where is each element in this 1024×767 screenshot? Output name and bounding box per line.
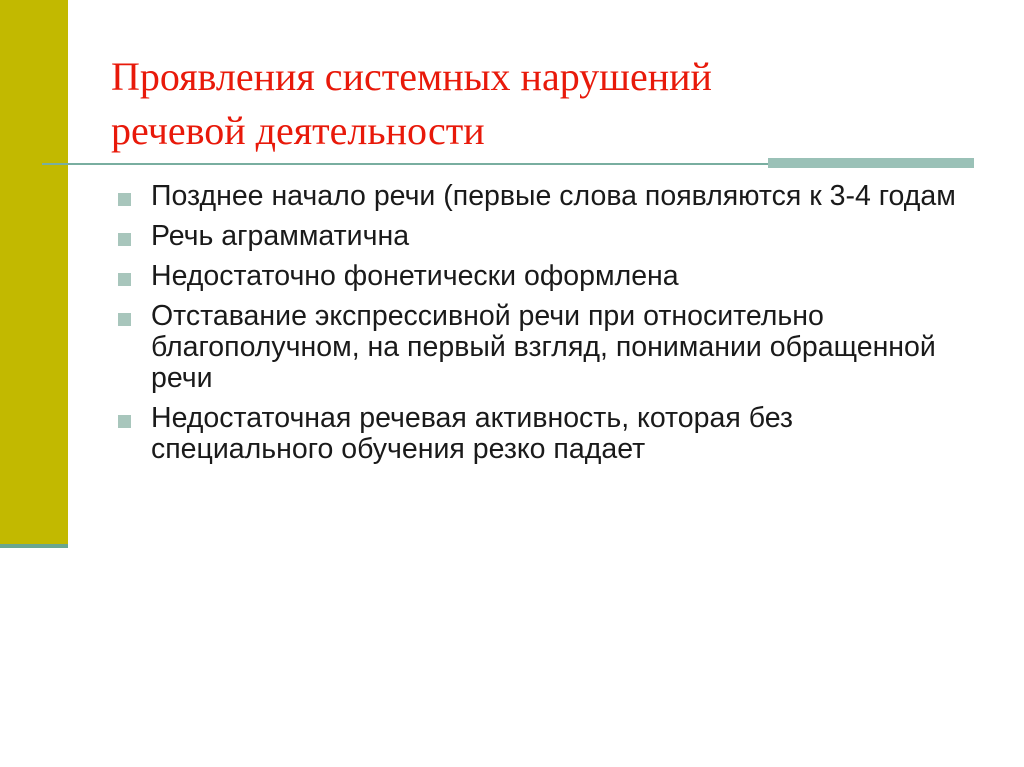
square-bullet-icon [118, 313, 131, 326]
list-item [118, 221, 978, 252]
square-bullet-icon [118, 233, 131, 246]
slide-title-line: Проявления системных нарушений [111, 54, 712, 99]
slide-title-line: речевой деятельности [111, 108, 485, 153]
bullet-text: Отставание экспрессивной речи при относительно благополучном, на первый взгляд, понимании обращенной речи [151, 300, 936, 394]
bullet-text: Позднее начало речи (первые слова появляются к 3-4 годам [151, 180, 956, 212]
side-accent-rule [0, 544, 68, 548]
bullet-list [118, 181, 978, 474]
square-bullet-icon [118, 273, 131, 286]
bullet-text: Речь аграмматична [151, 220, 410, 252]
title-divider-accent [768, 158, 974, 168]
square-bullet-icon [118, 193, 131, 206]
list-item [118, 261, 978, 292]
list-item [118, 301, 978, 394]
side-accent-bar [0, 0, 68, 544]
list-item [118, 403, 978, 465]
bullet-text: Недостаточно фонетически оформлена [151, 260, 679, 292]
square-bullet-icon [118, 415, 131, 428]
bullet-text: Недостаточная речевая активность, которая без специального обучения резко падает [151, 402, 793, 465]
list-item [118, 181, 978, 212]
slide-title [111, 50, 991, 158]
